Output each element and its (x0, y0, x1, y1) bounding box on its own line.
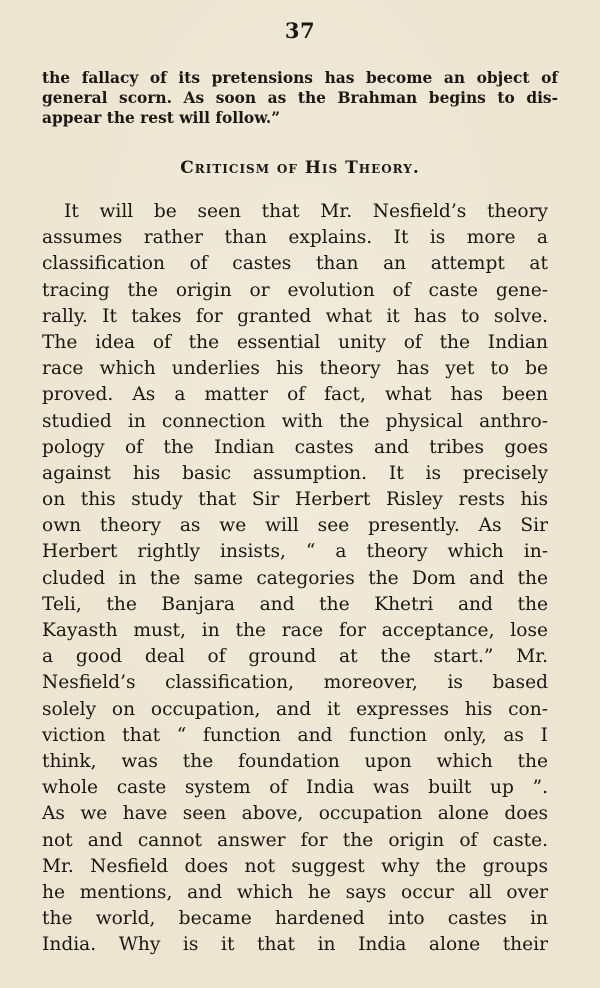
text-line: assumes rather than explains. It is more a (42, 227, 548, 249)
text-line: on this study that Sir Herbert Risley rests his (42, 489, 548, 511)
text-line: pology of the Indian castes and tribes goes (42, 436, 548, 458)
text-line: cluded in the same categories the Dom and the (42, 567, 548, 589)
text-line: own theory as we will see presently. As Sir (42, 515, 548, 537)
text-line: The idea of the essential unity of the Indian (42, 331, 548, 353)
text-line: tracing the origin or evolution of caste gene- (42, 279, 548, 301)
text-line: As we have seen above, occupation alone does (42, 803, 548, 825)
text-line: solely on occupation, and it expresses his con- (42, 698, 548, 720)
quote-line: the fallacy of its pretensions has become an object of (42, 69, 558, 87)
text-line: not and cannot answer for the origin of caste. (42, 829, 548, 851)
page-number: 37 (284, 18, 316, 43)
text-line: he mentions, and which he says occur all over (42, 881, 548, 903)
text-line: India. Why is it that in India alone their (42, 934, 548, 956)
text-line: classification of castes than an attempt at (42, 253, 548, 275)
text-line: Teli, the Banjara and the Khetri and the (42, 593, 548, 615)
text-line: studied in connection with the physical anthro- (42, 410, 548, 432)
quote-continuation (42, 68, 558, 128)
quote-line: general scorn. As soon as the Brahman begins to dis- (42, 89, 558, 107)
quote-line: appear the rest will follow.” (42, 109, 281, 127)
text-line: rally. It takes for granted what it has to solve. (42, 305, 548, 327)
text-line: It will be seen that Mr. Nesfield’s theory (64, 201, 548, 222)
text-line: whole caste system of India was built up ”. (42, 777, 548, 799)
text-line: a good deal of ground at the start.” Mr. (42, 646, 548, 668)
text-line: Herbert rightly insists, “ a theory which in- (42, 541, 548, 563)
text-line: think, was the foundation upon which the (42, 750, 548, 772)
text-line: viction that “ function and function only, as I (42, 724, 548, 746)
text-line: Nesfield’s classification, moreover, is based (42, 672, 548, 694)
section-heading: Criticism of His Theory. (180, 158, 420, 178)
text-line: proved. As a matter of fact, what has been (42, 384, 548, 406)
text-line: against his basic assumption. It is precisely (42, 462, 548, 484)
text-line: Kayasth must, in the race for acceptance, lose (42, 620, 548, 641)
text-line: Mr. Nesfield does not suggest why the groups (42, 855, 548, 877)
text-line: the world, became hardened into castes in (42, 908, 548, 930)
body-paragraph (42, 199, 548, 958)
text-line: race which underlies his theory has yet to be (42, 358, 548, 380)
